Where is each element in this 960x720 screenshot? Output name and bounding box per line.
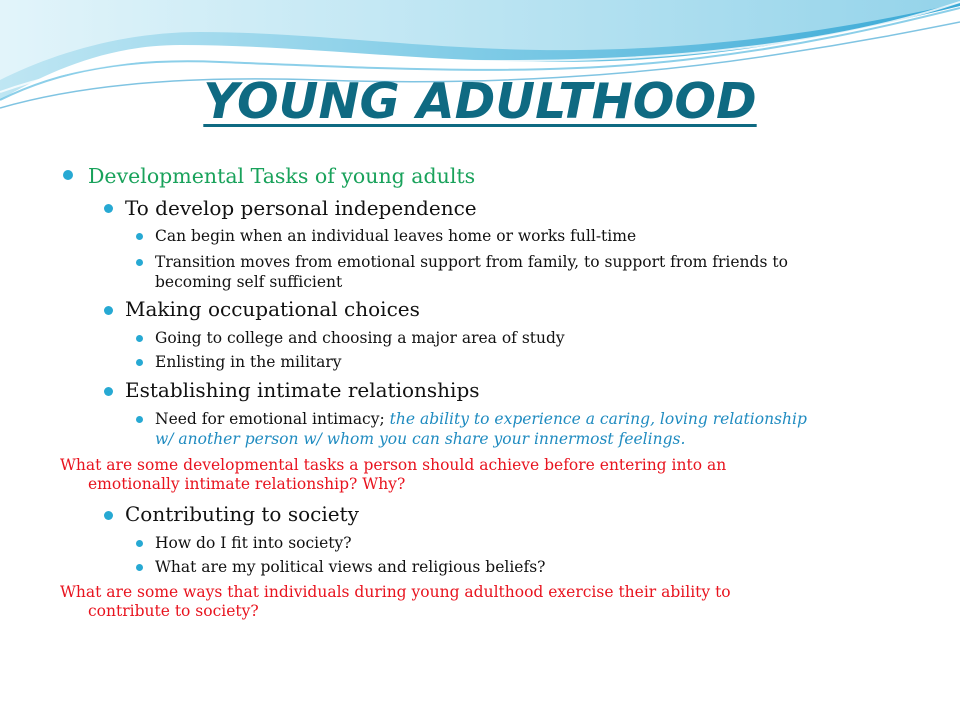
- bullet-icon: [136, 359, 143, 366]
- bullet-icon: [136, 335, 143, 342]
- list-item: How do I fit into society?: [155, 534, 352, 552]
- group-heading: Making occupational choices: [125, 297, 420, 321]
- list-item: [155, 409, 915, 429]
- level1-bullet: Developmental Tasks of young adults: [88, 164, 476, 188]
- bullet-icon: [104, 387, 113, 396]
- list-item-text: Need for emotional intimacy;: [155, 410, 390, 428]
- list-item: Enlisting in the military: [155, 353, 342, 371]
- discussion-question: [60, 583, 920, 621]
- definition-text: the ability to experience a caring, loving relationship: [389, 410, 807, 428]
- list-item: Going to college and choosing a major area of study: [155, 329, 565, 347]
- list-item-continuation: becoming self sufficient: [155, 273, 343, 291]
- group-heading: To develop personal independence: [125, 196, 477, 220]
- question-line: contribute to society?: [88, 602, 259, 620]
- question-line: What are some developmental tasks a person should achieve before entering into an: [60, 456, 727, 474]
- bullet-icon: [136, 416, 143, 423]
- group-heading: Establishing intimate relationships: [125, 378, 480, 402]
- bullet-icon: [104, 306, 113, 315]
- bullet-icon: [104, 511, 113, 520]
- list-item: What are my political views and religious beliefs?: [155, 558, 546, 576]
- bullet-icon: [136, 564, 143, 571]
- slide-title: YOUNG ADULTHOOD: [203, 73, 757, 130]
- bullet-icon: [104, 204, 113, 213]
- question-line: What are some ways that individuals during young adulthood exercise their ability to: [60, 583, 731, 601]
- definition-continuation: w/ another person w/ whom you can share your innermost feelings.: [155, 430, 686, 448]
- discussion-question: [60, 456, 920, 494]
- list-item: Can begin when an individual leaves home or works full-time: [155, 227, 637, 245]
- bullet-icon: [63, 170, 73, 180]
- bullet-icon: [136, 259, 143, 266]
- bullet-icon: [136, 233, 143, 240]
- bullet-icon: [136, 540, 143, 547]
- list-item: Transition moves from emotional support from family, to support from friends to: [155, 253, 788, 271]
- question-line: emotionally intimate relationship? Why?: [88, 475, 406, 493]
- group-heading: Contributing to society: [125, 502, 359, 526]
